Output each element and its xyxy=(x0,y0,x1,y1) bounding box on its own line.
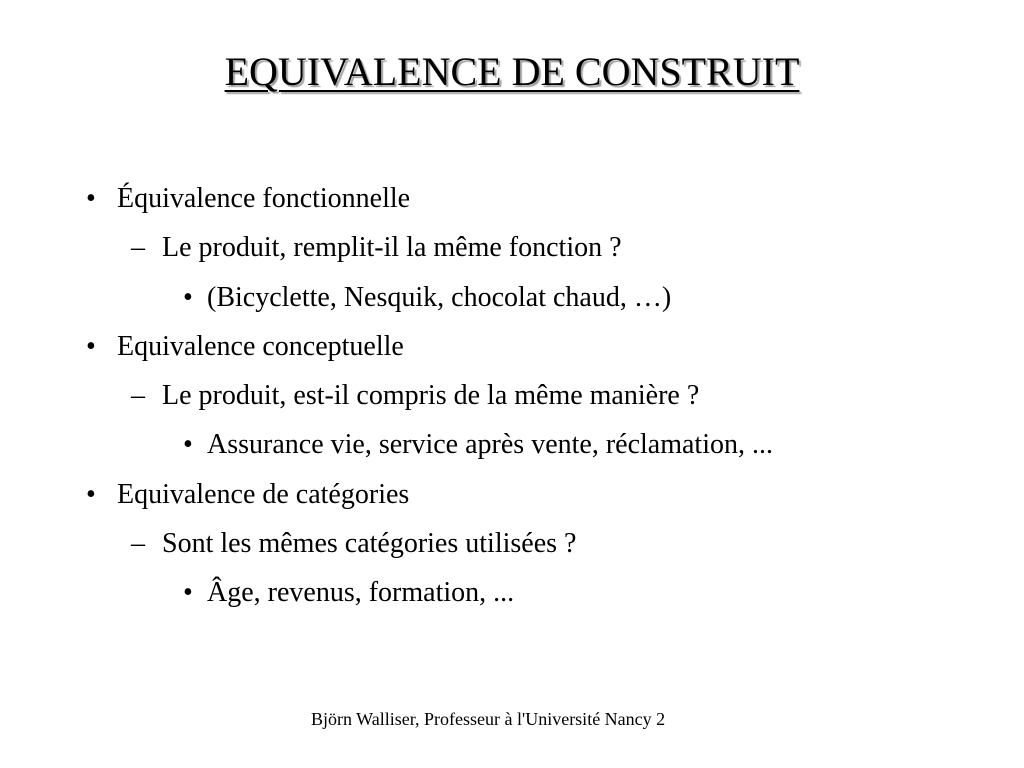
slide-title xyxy=(0,44,1024,100)
sub-bullet-text: Le produit, remplit-il la même fonction ? xyxy=(162,232,622,264)
bullet-item xyxy=(0,174,1024,223)
bullet-marker: • xyxy=(183,281,193,313)
sub-bullet-item xyxy=(0,223,1024,272)
sub-sub-bullet-text: Assurance vie, service après vente, réclamation, ... xyxy=(207,429,773,461)
dash-marker: – xyxy=(131,528,145,560)
bullet-text: Équivalence fonctionnelle xyxy=(117,183,411,214)
bullet-text: Equivalence de catégories xyxy=(117,478,410,510)
sub-bullet-text: Le produit, est-il compris de la même manière ? xyxy=(162,380,700,412)
bullet-marker: • xyxy=(86,183,96,214)
bullet-marker: • xyxy=(183,429,193,461)
sub-sub-bullet-item xyxy=(0,273,1024,322)
dash-marker: – xyxy=(131,232,145,264)
slide-footer: Björn Walliser, Professeur à l'Université Nancy 2 xyxy=(311,709,666,729)
sub-bullet-item xyxy=(0,519,1024,568)
sub-bullet-text: Sont les mêmes catégories utilisées ? xyxy=(162,528,577,560)
slide-title-text: EQUIVALENCE DE CONSTRUIT xyxy=(224,49,800,94)
bullet-item xyxy=(0,470,1024,519)
sub-sub-bullet-text: Âge, revenus, formation, ... xyxy=(207,577,515,609)
bullet-item xyxy=(0,322,1024,371)
sub-sub-bullet-item xyxy=(0,568,1024,617)
bullet-list xyxy=(0,174,1024,618)
bullet-text: Equivalence conceptuelle xyxy=(117,330,404,362)
sub-bullet-item xyxy=(0,371,1024,420)
dash-marker: – xyxy=(131,380,145,412)
bullet-marker: • xyxy=(86,330,96,362)
bullet-marker: • xyxy=(183,577,193,609)
sub-sub-bullet-item xyxy=(0,420,1024,469)
sub-sub-bullet-text: (Bicyclette, Nesquik, chocolat chaud, …) xyxy=(207,281,672,313)
bullet-marker: • xyxy=(86,478,96,510)
